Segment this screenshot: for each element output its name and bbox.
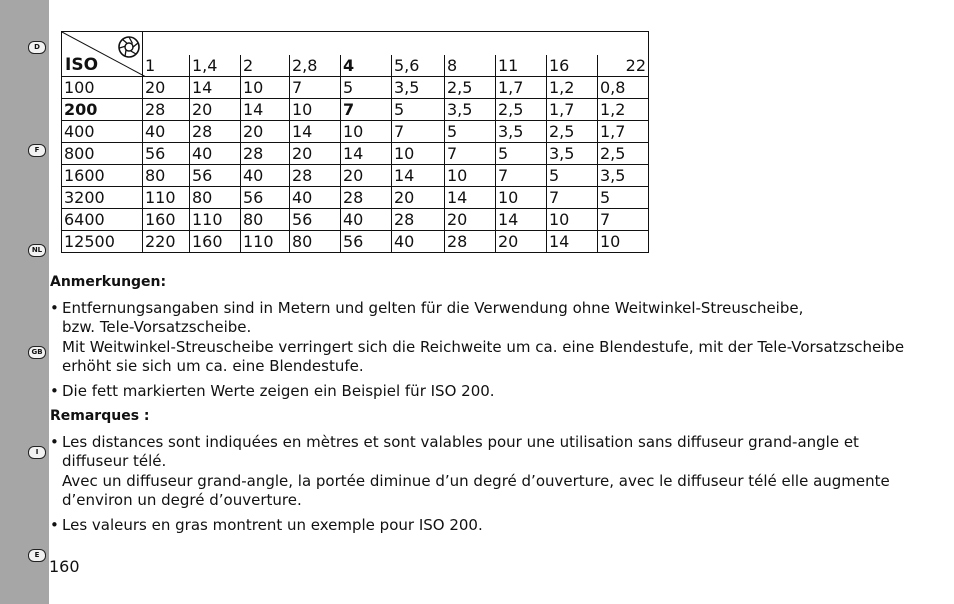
iso-value-cell: 400 bbox=[62, 121, 143, 143]
guide-distance-cell: 14 bbox=[190, 77, 241, 99]
guide-distance-cell: 14 bbox=[445, 187, 496, 209]
guide-distance-cell: 3,5 bbox=[598, 165, 649, 187]
aperture-header-cell: 2 bbox=[241, 55, 290, 77]
guide-distance-cell: 110 bbox=[143, 187, 190, 209]
guide-distance-cell: 20 bbox=[190, 99, 241, 121]
guide-distance-cell: 20 bbox=[341, 165, 392, 187]
notes-german bbox=[50, 273, 930, 401]
guide-distance-cell: 56 bbox=[190, 165, 241, 187]
guide-distance-cell: 28 bbox=[290, 165, 341, 187]
guide-distance-cell: 7 bbox=[496, 165, 547, 187]
notes-french bbox=[50, 407, 930, 535]
guide-distance-cell: 10 bbox=[392, 143, 445, 165]
guide-distance-cell: 40 bbox=[290, 187, 341, 209]
guide-distance-cell: 1,2 bbox=[547, 77, 598, 99]
table-row bbox=[62, 209, 649, 231]
aperture-header-cell: 4 bbox=[341, 55, 392, 77]
guide-distance-cell: 14 bbox=[341, 143, 392, 165]
guide-distance-cell: 56 bbox=[341, 231, 392, 253]
guide-distance-cell: 28 bbox=[341, 187, 392, 209]
guide-distance-cell: 7 bbox=[598, 209, 649, 231]
guide-distance-cell: 160 bbox=[143, 209, 190, 231]
guide-distance-cell: 20 bbox=[241, 121, 290, 143]
iso-value-cell: 6400 bbox=[62, 209, 143, 231]
guide-distance-cell: 28 bbox=[445, 231, 496, 253]
aperture-header-cell: 11 bbox=[496, 55, 547, 77]
iso-value-cell: 3200 bbox=[62, 187, 143, 209]
guide-distance-cell: 7 bbox=[341, 99, 392, 121]
guide-distance-cell: 5 bbox=[598, 187, 649, 209]
guide-distance-cell: 5 bbox=[445, 121, 496, 143]
language-tab-i[interactable]: I bbox=[28, 446, 46, 459]
aperture-header-cell: 5,6 bbox=[392, 55, 445, 77]
iso-value-cell: 1600 bbox=[62, 165, 143, 187]
guide-distance-cell: 20 bbox=[392, 187, 445, 209]
guide-distance-cell: 20 bbox=[290, 143, 341, 165]
guide-distance-cell: 2,5 bbox=[496, 99, 547, 121]
guide-distance-cell: 5 bbox=[341, 77, 392, 99]
language-tab-f[interactable]: F bbox=[28, 144, 46, 157]
iso-value-cell: 200 bbox=[62, 99, 143, 121]
guide-distance-cell: 1,7 bbox=[496, 77, 547, 99]
guide-distance-cell: 28 bbox=[143, 99, 190, 121]
aperture-header-spacer bbox=[143, 32, 649, 55]
guide-distance-cell: 10 bbox=[598, 231, 649, 253]
guide-distance-cell: 80 bbox=[290, 231, 341, 253]
note-bullet-fr-1: • Les distances sont indiquées en mètres et sont valables pour une utilisation sans diffuseur grand-angle et diffuseur télé. Avec un diffuseur grand-angle, la portée diminue d’un degré d’ouverture, avec le diffuseur télé elle augmente d’environ un degré d’ouverture. bbox=[50, 433, 930, 511]
guide-distance-cell: 10 bbox=[496, 187, 547, 209]
aperture-header-cell: 1 bbox=[143, 55, 190, 77]
guide-distance-cell: 80 bbox=[143, 165, 190, 187]
guide-distance-cell: 1,2 bbox=[598, 99, 649, 121]
aperture-header-cell: 16 bbox=[547, 55, 598, 77]
guide-distance-cell: 10 bbox=[445, 165, 496, 187]
guide-distance-cell: 14 bbox=[290, 121, 341, 143]
language-sidebar bbox=[0, 0, 49, 604]
table-row bbox=[62, 231, 649, 253]
table-row bbox=[62, 121, 649, 143]
guide-distance-cell: 28 bbox=[190, 121, 241, 143]
language-tab-e[interactable]: E bbox=[28, 549, 46, 562]
guide-distance-cell: 7 bbox=[547, 187, 598, 209]
guide-distance-cell: 10 bbox=[547, 209, 598, 231]
guide-distance-cell: 5 bbox=[547, 165, 598, 187]
guide-distance-cell: 20 bbox=[445, 209, 496, 231]
guide-distance-cell: 40 bbox=[190, 143, 241, 165]
table-row bbox=[62, 77, 649, 99]
iso-label: ISO bbox=[65, 55, 99, 75]
language-tab-nl[interactable]: NL bbox=[28, 244, 46, 257]
iso-value-cell: 12500 bbox=[62, 231, 143, 253]
guide-distance-cell: 5 bbox=[496, 143, 547, 165]
guide-distance-cell: 1,7 bbox=[547, 99, 598, 121]
aperture-header-cell: 1,4 bbox=[190, 55, 241, 77]
table-row bbox=[62, 165, 649, 187]
guide-distance-cell: 40 bbox=[392, 231, 445, 253]
guide-distance-cell: 160 bbox=[190, 231, 241, 253]
guide-distance-cell: 5 bbox=[392, 99, 445, 121]
guide-distance-cell: 3,5 bbox=[547, 143, 598, 165]
note-bullet-fr-2: • Les valeurs en gras montrent un exemple pour ISO 200. bbox=[50, 516, 930, 536]
guide-distance-cell: 0,8 bbox=[598, 77, 649, 99]
guide-distance-cell: 40 bbox=[143, 121, 190, 143]
table-row bbox=[62, 143, 649, 165]
table-row bbox=[62, 187, 649, 209]
guide-distance-cell: 56 bbox=[143, 143, 190, 165]
guide-distance-cell: 7 bbox=[392, 121, 445, 143]
guide-distance-cell: 14 bbox=[392, 165, 445, 187]
guide-distance-cell: 3,5 bbox=[445, 99, 496, 121]
notes-heading-fr: Remarques : bbox=[50, 408, 150, 424]
guide-distance-cell: 56 bbox=[290, 209, 341, 231]
guide-distance-cell: 220 bbox=[143, 231, 190, 253]
guide-distance-cell: 14 bbox=[496, 209, 547, 231]
guide-distance-cell: 80 bbox=[190, 187, 241, 209]
guide-distance-cell: 56 bbox=[241, 187, 290, 209]
language-tab-d[interactable]: D bbox=[28, 41, 46, 54]
guide-distance-cell: 28 bbox=[392, 209, 445, 231]
guide-distance-cell: 3,5 bbox=[496, 121, 547, 143]
corner-header-cell bbox=[62, 32, 143, 77]
guide-distance-cell: 10 bbox=[241, 77, 290, 99]
guide-distance-cell: 2,5 bbox=[598, 143, 649, 165]
page-number: 160 bbox=[49, 557, 80, 576]
guide-distance-cell: 110 bbox=[241, 231, 290, 253]
aperture-header-cell: 8 bbox=[445, 55, 496, 77]
guide-distance-cell: 40 bbox=[341, 209, 392, 231]
guide-distance-cell: 80 bbox=[241, 209, 290, 231]
guide-distance-cell: 40 bbox=[241, 165, 290, 187]
guide-distance-cell: 1,7 bbox=[598, 121, 649, 143]
aperture-icon bbox=[117, 35, 141, 59]
guide-distance-cell: 10 bbox=[341, 121, 392, 143]
iso-value-cell: 100 bbox=[62, 77, 143, 99]
guide-distance-cell: 3,5 bbox=[392, 77, 445, 99]
guide-distance-cell: 7 bbox=[290, 77, 341, 99]
guide-distance-cell: 14 bbox=[547, 231, 598, 253]
guide-distance-cell: 28 bbox=[241, 143, 290, 165]
guide-distance-cell: 2,5 bbox=[547, 121, 598, 143]
note-bullet-de-2: • Die fett markierten Werte zeigen ein Beispiel für ISO 200. bbox=[50, 382, 930, 402]
iso-value-cell: 800 bbox=[62, 143, 143, 165]
guide-distance-cell: 110 bbox=[190, 209, 241, 231]
guide-distance-cell: 14 bbox=[241, 99, 290, 121]
guide-distance-cell: 10 bbox=[290, 99, 341, 121]
guide-distance-cell: 7 bbox=[445, 143, 496, 165]
notes-heading-de: Anmerkungen: bbox=[50, 274, 167, 290]
language-tab-gb[interactable]: GB bbox=[28, 346, 46, 359]
guide-distance-cell: 20 bbox=[143, 77, 190, 99]
guide-distance-cell: 2,5 bbox=[445, 77, 496, 99]
table-row bbox=[62, 99, 649, 121]
note-bullet-de-1: • Entfernungsangaben sind in Metern und gelten für die Verwendung ohne Weitwinkel-Streuscheibe, bzw. Tele-Vorsatzscheibe. Mit Weitwinkel-Streuscheibe verringert sich die Reichweite um ca. eine Blendestufe, mit der Tele-Vorsatzscheibe erhöht sie sich um ca. eine Blendestufe. bbox=[50, 299, 930, 377]
aperture-header-cell: 22 bbox=[598, 55, 649, 77]
guide-distance-cell: 20 bbox=[496, 231, 547, 253]
aperture-header-cell: 2,8 bbox=[290, 55, 341, 77]
guide-number-table bbox=[61, 31, 649, 253]
